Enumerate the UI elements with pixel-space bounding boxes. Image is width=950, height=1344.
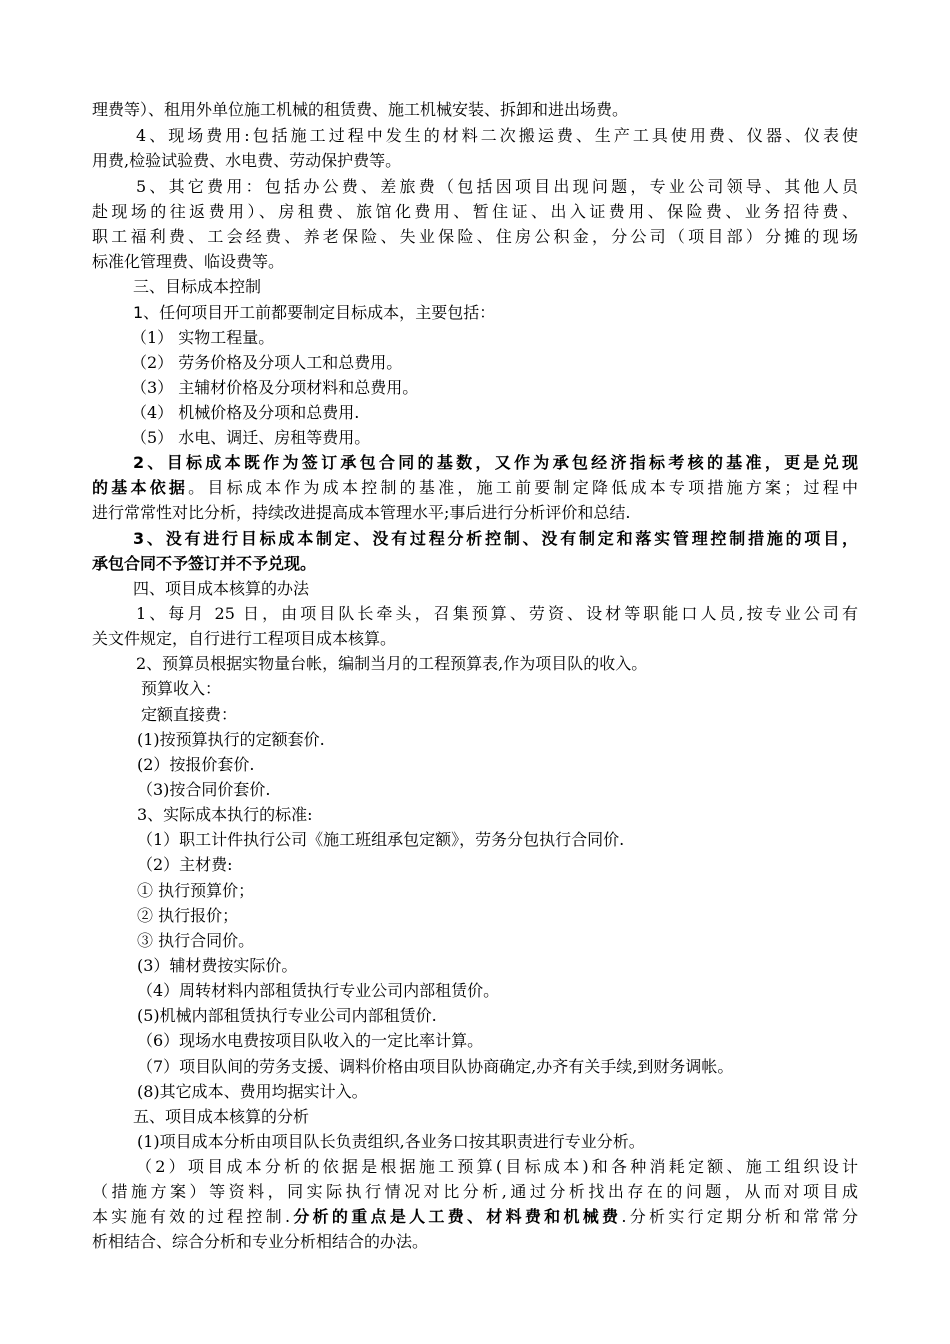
list-item: (2）按报价套价. bbox=[137, 755, 255, 774]
text-line: 赴现场的往返费用）、房租费、旅馆化费用、暂住证、出入证费用、保险费、业务招待费、 bbox=[92, 202, 858, 221]
list-item: （1） 实物工程量。 bbox=[131, 328, 275, 347]
list-item: （3)按合同价套价. bbox=[137, 780, 271, 799]
list-item: （4） 机械价格及分项和总费用. bbox=[131, 403, 360, 422]
text-line: 3、实际成本执行的标准: bbox=[137, 805, 313, 824]
list-item: （7）项目队间的劳务支援、调料价格由项目队协商确定,办齐有关手续,到财务调帐。 bbox=[137, 1057, 734, 1076]
section-heading: 三、目标成本控制 bbox=[133, 277, 262, 296]
text-span: 主要包括： bbox=[415, 303, 496, 322]
text-line: 1、每月 25 日，由项目队长牵头，召集预算、劳资、设材等职能口人员,按专业公司有 bbox=[136, 604, 858, 623]
text-line bbox=[92, 1205, 858, 1229]
list-item: (3）辅材费按实际价。 bbox=[137, 956, 298, 975]
text-line: 析相结合、综合分析和专业分析相结合的办法。 bbox=[92, 1232, 429, 1251]
text-line: 4、现场费用:包括施工过程中发生的材料二次搬运费、生产工具使用费、仪器、仪表使 bbox=[136, 126, 858, 145]
text-line: 2、预算员根据实物量台帐，编制当月的工程预算表,作为项目队的收入。 bbox=[136, 654, 648, 673]
text-line: 用费,检验试验费、水电费、劳动保护费等。 bbox=[92, 151, 402, 170]
list-item: ② 执行报价； bbox=[137, 906, 239, 925]
list-item: （3） 主辅材价格及分项材料和总费用。 bbox=[131, 378, 419, 397]
text-line: 标准化管理费、临设费等。 bbox=[92, 252, 285, 271]
bold-line: 3、没有进行目标成本制定、没有过程分析控制、没有制定和落实管理控制措施的项目， bbox=[133, 529, 858, 548]
text-span: .分析实行定期分析和常常分 bbox=[621, 1207, 858, 1226]
list-item: （1）职工计件执行公司《施工班组承包定额》，劳务分包执行合同价. bbox=[137, 830, 625, 849]
text-line: (1)项目成本分析由项目队长负责组织,各业务口按其职责进行专业分析。 bbox=[137, 1132, 645, 1151]
text-span: 。目标成本作为成本控制的基准，施工前要制定降低成本专项措施方案；过程中 bbox=[188, 478, 858, 497]
text-line: 定额直接费： bbox=[141, 705, 238, 724]
text-line: 5、其它费用：包括办公费、差旅费（包括因项目出现问题，专业公司领导、其他人员 bbox=[136, 177, 858, 196]
text-span: 本实施有效的过程控制. bbox=[92, 1207, 291, 1226]
section-heading: 五、项目成本核算的分析 bbox=[133, 1107, 310, 1126]
text-line: （2）项目成本分析的依据是根据施工预算(目标成本)和各种消耗定额、施工组织设计 bbox=[136, 1157, 858, 1176]
list-item: ① 执行预算价； bbox=[137, 881, 255, 900]
list-item: （6）现场水电费按项目队收入的一定比率计算。 bbox=[137, 1031, 484, 1050]
text-line: 职工福利费、工会经费、养老保险、失业保险、住房公积金，分公司（项目部）分摊的现场 bbox=[92, 227, 858, 246]
list-item: （2）主材费: bbox=[137, 855, 233, 874]
list-item: （2） 劳务价格及分项人工和总费用。 bbox=[131, 353, 403, 372]
text-line: 进行常常性对比分析，持续改进提高成本管理水平;事后进行分析评价和总结. bbox=[92, 503, 631, 522]
text-line bbox=[92, 476, 858, 500]
bold-text: 分析的重点是人工费、材料费和机械费 bbox=[290, 1207, 622, 1226]
text-line: 理费等）、租用外单位施工机械的租赁费、施工机械安装、拆卸和进出场费。 bbox=[92, 100, 629, 119]
list-item: ③ 执行合同价。 bbox=[137, 931, 255, 950]
section-heading: 四、项目成本核算的办法 bbox=[133, 579, 310, 598]
list-item: （4）周转材料内部租赁执行专业公司内部租赁价。 bbox=[137, 981, 500, 1000]
emphasis-text: 1、任何项目开工前都要制定目标成本， bbox=[133, 303, 416, 322]
list-item: (8)其它成本、费用均据实计入。 bbox=[137, 1082, 368, 1101]
list-item: （5） 水电、调迁、房租等费用。 bbox=[131, 428, 371, 447]
bold-line: 2、目标成本既作为签订承包合同的基数，又作为承包经济指标考核的基准，更是兑现 bbox=[133, 453, 858, 472]
text-line: 预算收入： bbox=[141, 679, 222, 698]
text-line bbox=[133, 301, 495, 325]
text-line: 关文件规定，自行进行工程项目成本核算。 bbox=[92, 629, 397, 648]
text-line: （措施方案）等资料，同实际执行情况对比分析,通过分析找出存在的问题，从而对项目成 bbox=[92, 1182, 858, 1201]
list-item: (1)按预算执行的定额套价. bbox=[137, 730, 325, 749]
bold-line: 承包合同不予签订并不予兑现。 bbox=[92, 554, 317, 573]
list-item: (5)机械内部租赁执行专业公司内部租赁价. bbox=[137, 1006, 437, 1025]
bold-text: 的基本依据 bbox=[92, 478, 189, 497]
